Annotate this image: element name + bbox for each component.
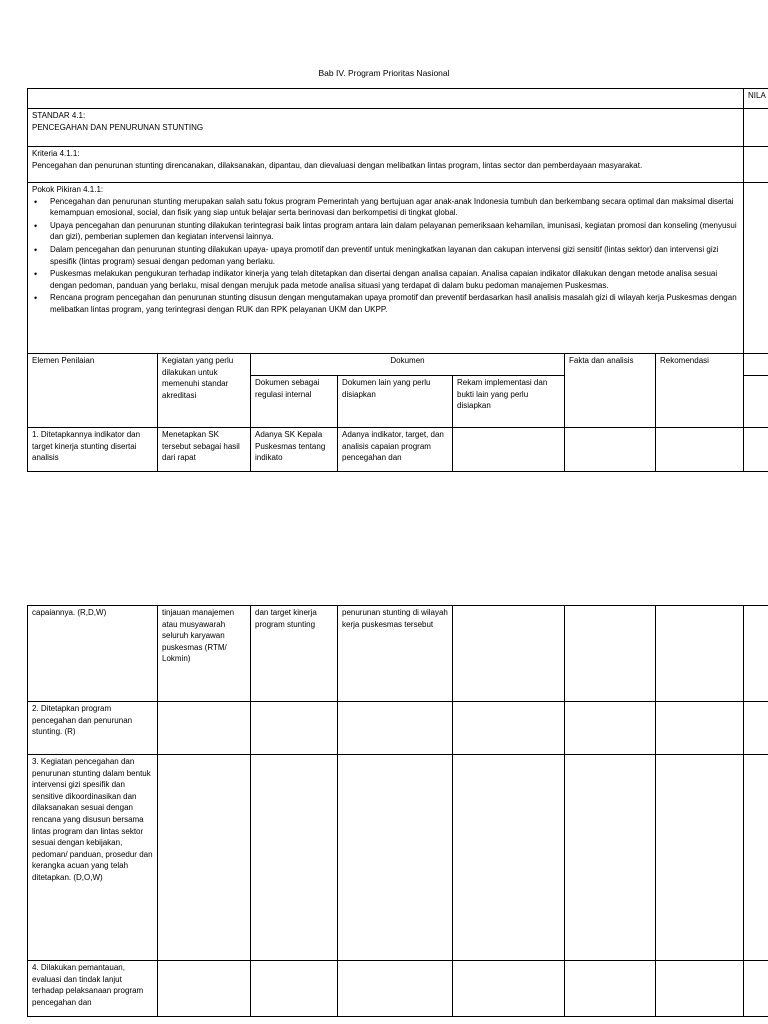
assessment-table-bottom — [27, 605, 768, 1017]
kegiatan-cell — [158, 755, 251, 961]
rekam-cell — [453, 961, 565, 1017]
nilai-cell — [744, 109, 768, 147]
nilai-header: NILA — [744, 89, 768, 109]
col-header-elemen: Elemen Penilaian — [28, 354, 158, 428]
col-header-rekomendasi: Rekomendasi — [656, 354, 744, 428]
dokumen-lain-cell — [338, 702, 453, 755]
rekomendasi-cell — [656, 755, 744, 961]
dokumen-lain-cell — [338, 755, 453, 961]
page-title: Bab IV. Program Prioritas Nasional — [318, 68, 450, 78]
kriteria-label: Kriteria 4.1.1: — [32, 149, 80, 158]
standar-label: STANDAR 4.1: — [32, 111, 86, 120]
assessment-table-top — [27, 88, 768, 472]
nilai-cell — [744, 702, 768, 755]
rekomendasi-cell — [656, 702, 744, 755]
pokok-label: Pokok Pikiran 4.1.1: — [32, 185, 104, 194]
kriteria-cell — [28, 147, 744, 183]
pokok-points — [32, 196, 739, 316]
pokok-point: • Rencana program pencegahan dan penurunan stunting disusun dengan mengutamakan upaya promotif dan preventif berdasarkan hasil analisis masalah gizi di wilayah kerja Puskesmas dengan melibatkan lintas program, yang terintegrasi dengan RUK dan RPK pelayanan UKM dan UKPP. — [46, 292, 739, 315]
nilai-cell — [744, 428, 768, 472]
pokok-point: • Upaya pencegahan dan penurunan stunting dilakukan terintegrasi baik lintas program antara lain dalam pelayanan pemeriksaan kehamilan, imunisasi, kegiatan promosi dan konseling (menyusui dan gizi), pemberian suplemen dan kegiatan intervensi lainnya. — [46, 220, 739, 243]
col-header-dok-regulasi: Dokumen sebagai regulasi internal — [251, 376, 338, 428]
fakta-cell — [565, 428, 656, 472]
fakta-cell — [565, 755, 656, 961]
elemen-cell: 2. Ditetapkan program pencegahan dan penurunan stunting. (R) — [28, 702, 158, 755]
dokumen-lain-cell — [338, 961, 453, 1017]
pokok-point: • Puskesmas melakukan pengukuran terhadap indikator kinerja yang telah ditetapkan dan disertai dengan analisa capaian. Analisa capaian indikator dilakukan dengan metode analisa sesuai dengan pedoman, panduan yang berlaku, misal dengan merujuk pada metode analisa situasi yang terdapat di dalam buku pedoman manajemen Puskesmas. — [46, 268, 739, 291]
standar-text: PENCEGAHAN DAN PENURUNAN STUNTING — [32, 122, 204, 132]
regulasi-cell: dan target kinerja program stunting — [251, 606, 338, 702]
col-header-fakta: Fakta dan analisis — [565, 354, 656, 428]
rekam-cell — [453, 606, 565, 702]
elemen-cell: 4. Dilakukan pemantauan, evaluasi dan tindak lanjut terhadap pelaksanaan program pencegahan dan — [28, 961, 158, 1017]
fakta-cell — [565, 606, 656, 702]
regulasi-cell — [251, 755, 338, 961]
nilai-cell — [744, 961, 768, 1017]
kriteria-text: Pencegahan dan penurunan stunting direncanakan, dilaksanakan, dipantau, dan dievaluasi dengan melibatkan lintas program, lintas sector dan pemberdayaan masyarakat. — [32, 160, 643, 170]
elemen-cell: 3. Kegiatan pencegahan dan penurunan stunting dalam bentuk intervensi gizi spesifik dan sensitive dikoordinasikan dan dilaksanakan sesuai dengan rencana yang disusun bersama lintas program dan lintas sektor sesuai dengan kebijakan, pedoman/ panduan, prosedur dan kerangka acuan yang telah ditetapkan. (D,O,W) — [28, 755, 158, 961]
nilai-cell — [744, 755, 768, 961]
rekomendasi-cell — [656, 606, 744, 702]
nilai-cell — [744, 183, 768, 354]
pokok-pikiran-cell — [28, 183, 744, 354]
rekam-cell — [453, 702, 565, 755]
nilai-cell — [744, 606, 768, 702]
kegiatan-cell — [158, 702, 251, 755]
kegiatan-cell — [158, 961, 251, 1017]
col-header-dokumen: Dokumen — [251, 354, 565, 376]
pokok-point: • Pencegahan dan penurunan stunting merupakan salah satu fokus program Pemerintah yang bertujuan agar anak-anak Indonesia tumbuh dan berkembang secara optimal dan maksimal disertai kemampuan emosional, social, dan fisik yang siap untuk belajar serta berinovasi dan berkompetisi di tingkat global. — [46, 196, 739, 219]
col-header-kegiatan: Kegiatan yang perlu dilakukan untuk memenuhi standar akreditasi — [158, 354, 251, 428]
rekomendasi-cell — [656, 428, 744, 472]
elemen-cell: 1. Ditetapkannya indikator dan target kinerja stunting disertai analisis — [28, 428, 158, 472]
kegiatan-cell: Menetapkan SK tersebut sebagai hasil dari rapat — [158, 428, 251, 472]
fakta-cell — [565, 702, 656, 755]
standar-cell — [28, 109, 744, 147]
col-header-rekam: Rekam implementasi dan bukti lain yang perlu disiapkan — [453, 376, 565, 428]
header-blank-cell — [28, 89, 744, 109]
dokumen-lain-cell: Adanya indikator, target, dan analisis capaian program pencegahan dan — [338, 428, 453, 472]
nilai-cell — [744, 147, 768, 183]
kegiatan-cell: tinjauan manajemen atau musyawarah seluruh karyawan puskesmas (RTM/ Lokmin) — [158, 606, 251, 702]
regulasi-cell — [251, 702, 338, 755]
nilai-cell — [744, 376, 768, 428]
regulasi-cell — [251, 961, 338, 1017]
rekam-cell — [453, 755, 565, 961]
dokumen-lain-cell: penurunan stunting di wilayah kerja puskesmas tersebut — [338, 606, 453, 702]
rekomendasi-cell — [656, 961, 744, 1017]
col-header-dok-lain: Dokumen lain yang perlu disiapkan — [338, 376, 453, 428]
elemen-cell: capaiannya. (R,D,W) — [28, 606, 158, 702]
fakta-cell — [565, 961, 656, 1017]
pokok-point: • Dalam pencegahan dan penurunan stunting dilakukan upaya- upaya promotif dan preventif untuk meningkatkan layanan dan cakupan intervensi gizi sensitif (lintas sektor) dan intervensi gizi spesifik (lintas program) sesuai dengan pedoman yang berlaku. — [46, 244, 739, 267]
rekam-cell — [453, 428, 565, 472]
regulasi-cell: Adanya SK Kepala Puskesmas tentang indikato — [251, 428, 338, 472]
nilai-cell — [744, 354, 768, 376]
